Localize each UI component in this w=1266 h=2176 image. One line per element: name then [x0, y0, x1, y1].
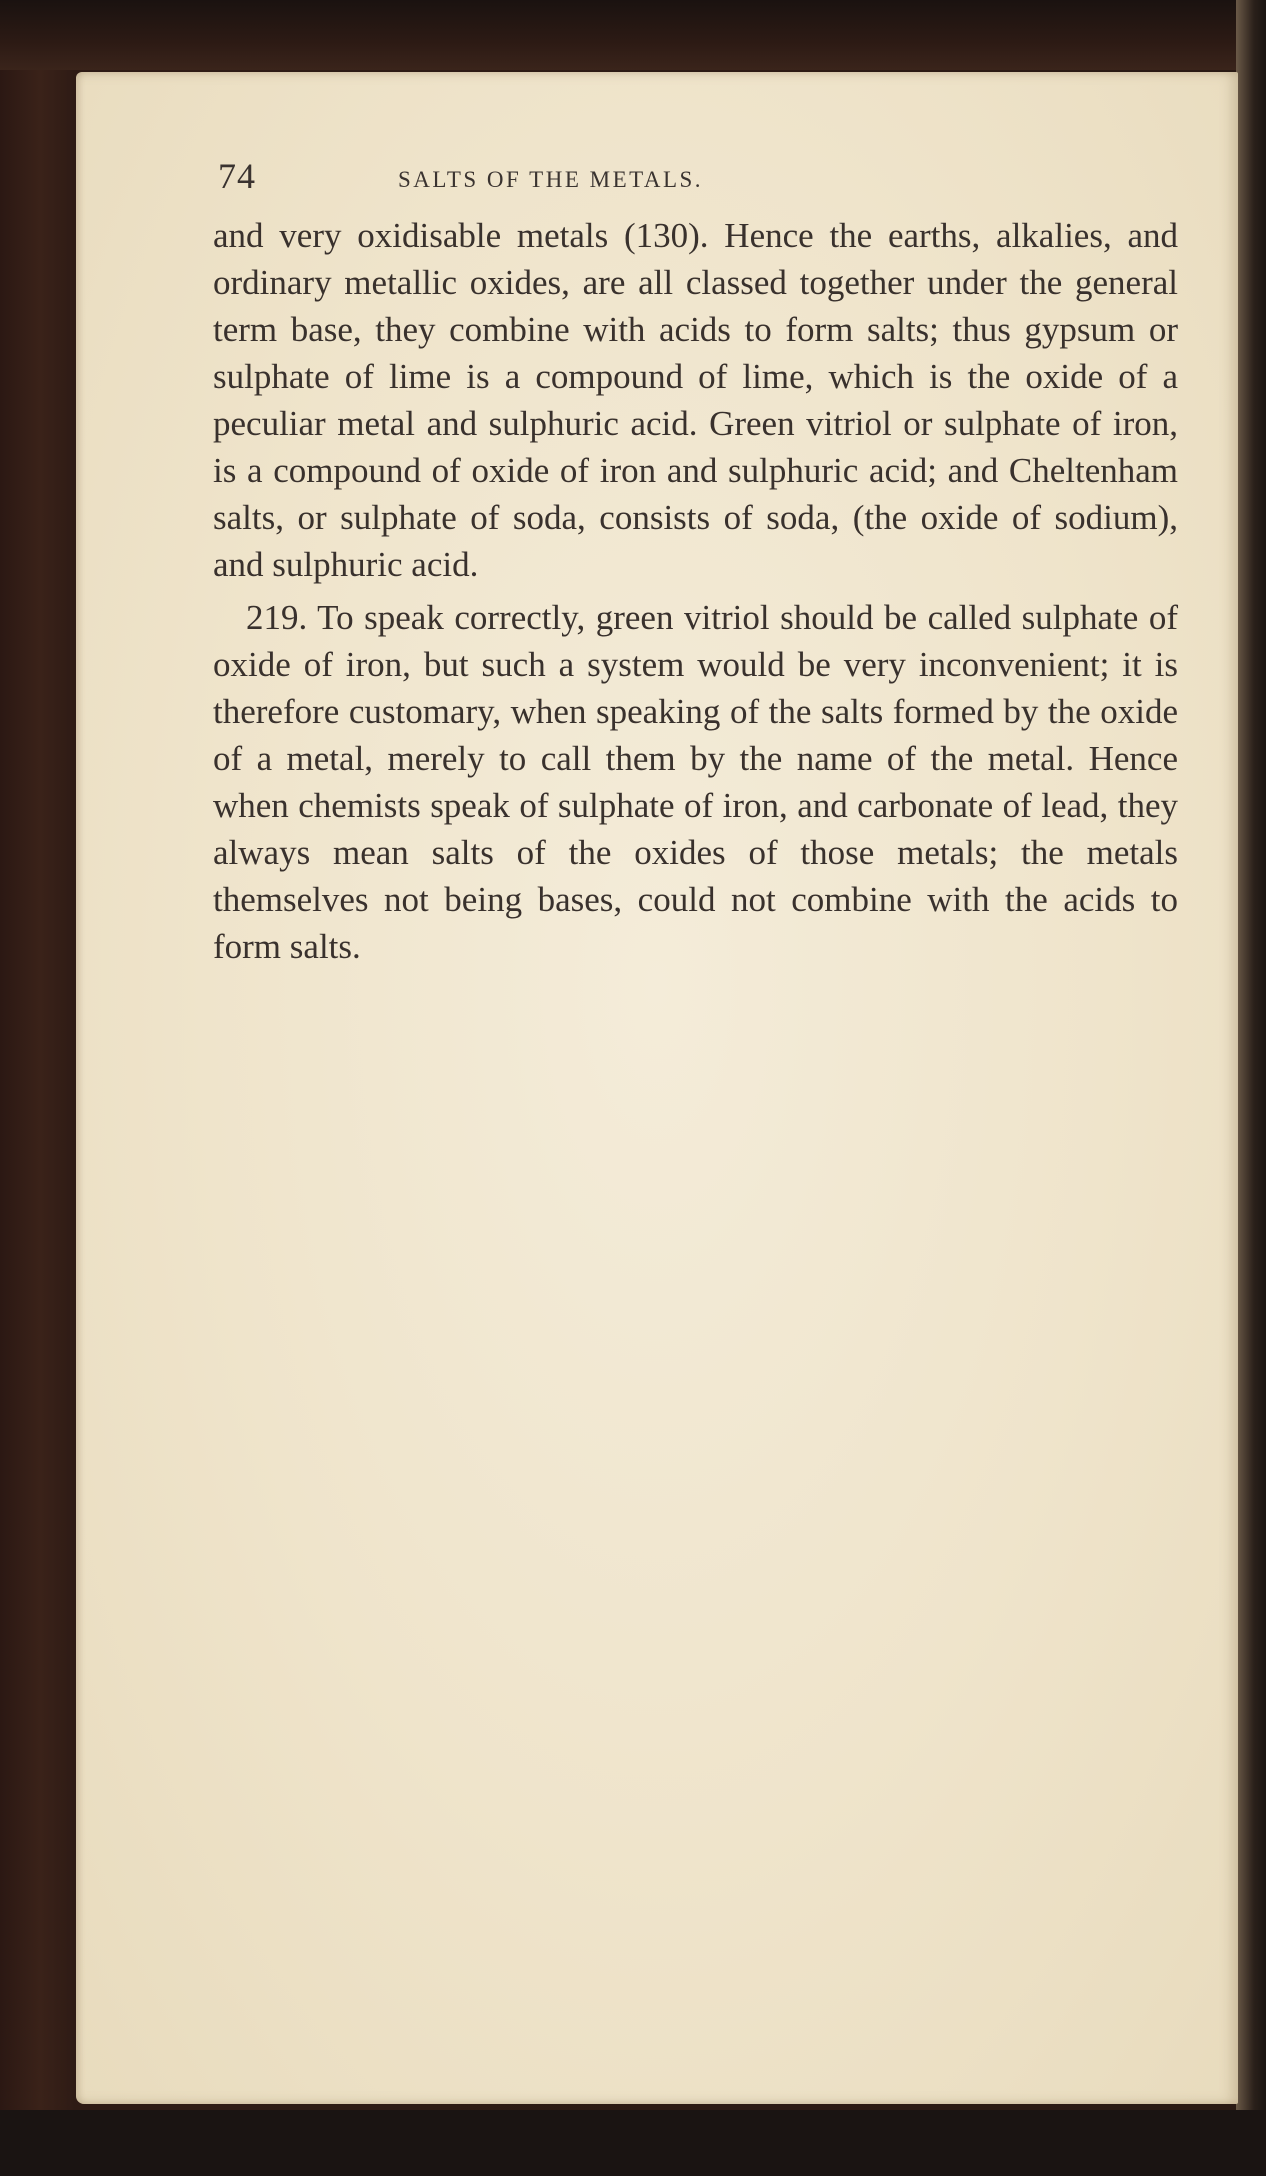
page-header [218, 155, 1178, 215]
page-number: 74 [218, 156, 256, 196]
book-spine-edge [1236, 0, 1266, 2176]
paragraph-continuation: and very oxidisable metals (130). Hence the earths, alkalies, and ordinary metallic oxides, are all classed together under the general term base, they combine with acids to form salts; thus gypsum or sulphate of lime is a compound of lime, which is the oxide of a peculiar metal and sulphuric acid. Green vitriol or sulphate of iron, is a compound of oxide of iron and sulphuric acid; and Cheltenham salts, or sulphate of soda, consists of soda, (the oxide of sodium), and sulphuric acid. [213, 216, 1178, 584]
scan-top-background [0, 0, 1266, 70]
scan-bottom-background [0, 2110, 1266, 2176]
page-body [213, 212, 1178, 970]
paragraph-219: 219. To speak correctly, green vitriol should be called sulphate of oxide of iron, but such a system would be very inconvenient; it is therefore customary, when speaking of the salts formed by the oxide of a metal, merely to call them by the name of the metal. Hence when chemists speak of sulphate of iron, and carbonate of lead, they always mean salts of the oxides of those metals; the metals themselves not being bases, could not combine with the acids to form salts. [213, 598, 1178, 966]
running-title: SALTS OF THE METALS. [398, 167, 704, 192]
